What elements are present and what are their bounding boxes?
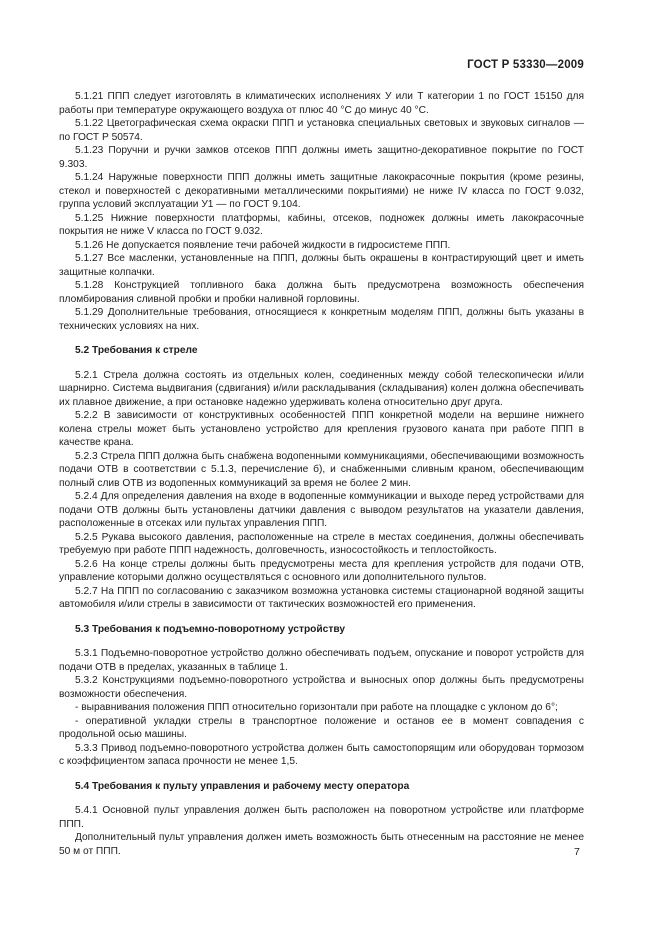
paragraph: 5.2.4 Для определения давления на входе в водопенные коммуникации и выходе перед устройствами для подачи ОТВ должны быть установлены датчики давления с выводом результатов на указатели давления, расположенные в отсеках или пультах управления ППП. <box>59 491 584 529</box>
section-heading: 5.3 Требования к подъемно-поворотному устройству <box>75 623 346 635</box>
paragraph: 5.3.3 Привод подъемно-поворотного устройства должен быть самостопорящим или оборудован тормозом с коэффициентом запаса прочности не менее 1,5. <box>59 742 584 767</box>
paragraph: - оперативной укладки стрелы в транспортное положение и останов ее в момент совпадения с продольной осью машины. <box>59 715 584 740</box>
paragraph: 5.2.2 В зависимости от конструктивных особенностей ППП конкретной модели на вершине нижнего колена стрелы может быть установлено устройство для крепления грузового каната при работе ППП в качестве крана. <box>59 410 584 448</box>
paragraph: 5.1.26 Не допускается появление течи рабочей жидкости в гидросистеме ППП. <box>75 239 451 251</box>
paragraph: 5.1.24 Наружные поверхности ППП должны иметь защитные лакокрасочные покрытия (кроме резины, стекол и поверхностей с декоративными металлическими покрытиями) не ниже IV класса по ГОСТ 9.032, группа условий эксплуатации У1 — по ГОСТ 9.104. <box>59 172 584 210</box>
paragraph: 5.3.2 Конструкциями подъемно-поворотного устройства и выносных опор должны быть предусмотрены возможности обеспечения. <box>59 675 584 700</box>
paragraph: 5.1.25 Нижние поверхности платформы, кабины, отсеков, подножек должны иметь лакокрасочные покрытия не ниже V класса по ГОСТ 9.032. <box>59 212 584 237</box>
paragraph: 5.2.6 На конце стрелы должны быть предусмотрены места для крепления устройств для подачи ОТВ, управление которыми должно осуществляться с основного или дополнительного пультов. <box>59 558 584 583</box>
paragraph: 5.1.23 Поручни и ручки замков отсеков ППП должны иметь защитно-декоративное покрытие по ГОСТ 9.303. <box>59 145 584 170</box>
standard-header: ГОСТ Р 53330—2009 <box>467 59 584 71</box>
paragraph: 5.1.29 Дополнительные требования, относящиеся к конкретным моделям ППП, должны быть указаны в технических условиях на них. <box>59 307 584 332</box>
page-number: 7 <box>574 846 580 858</box>
paragraph: 5.2.7 На ППП по согласованию с заказчиком возможна установка системы стационарной водяной защиты автомобиля и/или стрелы в зависимости от тактических возможностей его применения. <box>59 585 584 610</box>
section-heading: 5.4 Требования к пульту управления и рабочему месту оператора <box>75 780 410 792</box>
paragraph: Дополнительный пульт управления должен иметь возможность быть отнесенным на расстояние не менее 50 м от ППП. <box>59 832 584 857</box>
paragraph: 5.2.1 Стрела должна состоять из отдельных колен, соединенных между собой телескопически и/или шарнирно. Система выдвигания (сдвигания) и/или раскладывания (складывания) колен должна обеспечивать их плавное движение, а при остановке надежно удерживать колена относительно друг друга. <box>59 369 584 408</box>
paragraph: 5.1.21 ППП следует изготовлять в климатических исполнениях У или Т категории 1 по ГОСТ 15150 для работы при температуре окружающего воздуха от плюс 40 °С до минус 40 °С. <box>59 91 584 116</box>
paragraph: 5.1.27 Все масленки, установленные на ППП, должны быть окрашены в контрастирующий цвет и иметь защитные колпачки. <box>59 253 584 278</box>
paragraph: 5.2.3 Стрела ППП должна быть снабжена водопенными коммуникациями, обеспечивающими возможность подачи ОТВ в соответствии с 5.1.3, перечисление б), и снабженными сливным краном, обеспечивающим полный слив ОТВ из водопенных коммуникаций за время не более 2 мин. <box>59 450 584 489</box>
paragraph: 5.1.28 Конструкцией топливного бака должна быть предусмотрена возможность обеспечения пломбирования сливной пробки и пробки наливной горловины. <box>59 280 584 305</box>
paragraph: 5.1.22 Цветографическая схема окраски ППП и установка специальных световых и звуковых сигналов — по ГОСТ Р 50574. <box>59 118 584 143</box>
paragraph: - выравнивания положения ППП относительно горизонтали при работе на площадке с уклоном до 6°; <box>75 702 558 713</box>
paragraph: 5.2.5 Рукава высокого давления, расположенные на стреле в местах соединения, должны обеспечивать требуемую при работе ППП надежность, долговечность, износостойкость и теплостойкость. <box>59 531 584 556</box>
paragraph: 5.3.1 Подъемно-поворотное устройство должно обеспечивать подъем, опускание и поворот устройств для подачи ОТВ в пределах, указанных в таблице 1. <box>59 648 584 673</box>
document-body <box>59 90 584 858</box>
section-heading: 5.2 Требования к стреле <box>75 345 198 356</box>
paragraph: 5.4.1 Основной пульт управления должен быть расположен на поворотном устройстве или платформе ППП. <box>59 805 584 830</box>
